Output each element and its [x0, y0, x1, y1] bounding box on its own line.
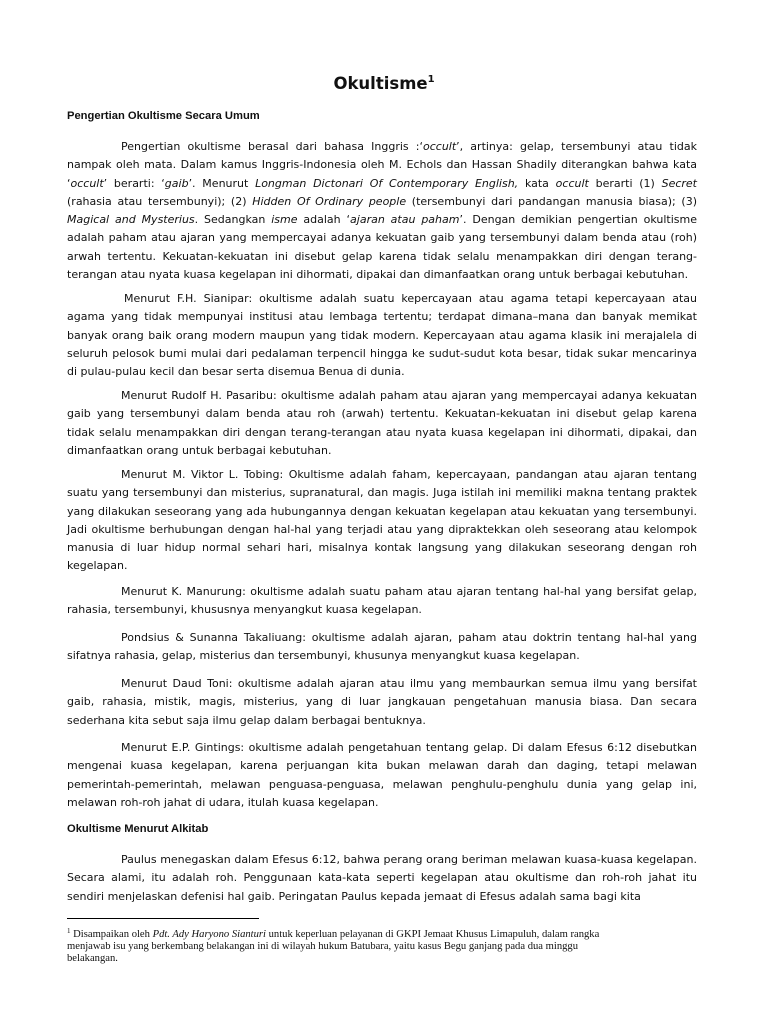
text-line: Menurut F.H. Sianipar: okultisme adalah suatu kepercayaan atau agama tetapi kepercayaan atau: [124, 292, 697, 305]
text-line: Menurut K. Manurung: okultisme adalah suatu paham atau ajaran tentang hal-hal yang bersifat gelap,: [121, 585, 697, 598]
text-line: mengenai kuasa kegelapan, karena perjuangan kita bukan melawan darah dan daging, tetapi melawan: [67, 759, 697, 773]
footnote-mark: 1: [67, 927, 71, 935]
text-line: sederhana kita sebut saja ilmu gelap dalam berbagai bentuknya.: [67, 713, 426, 727]
text-line: sifatnya rahasia, gelap, misterius dan tersembunyi, khusunya menyangkut kuasa kegelapan.: [67, 649, 580, 663]
text-line: Secara alami, itu adalah roh. Penggunaan kata-kata seperti kegelapan atau okultisme dan roh-roh jahat itu: [67, 871, 697, 885]
text-line: nampak oleh mata. Dalam kamus Inggris-Indonesia oleh M. Echols dan Hassan Shadily diterangkan bahwa kata: [67, 158, 697, 172]
paragraph-4: [67, 466, 697, 576]
section-heading-general: Pengertian Okultisme Secara Umum: [67, 110, 260, 122]
text-line: Menurut Rudolf H. Pasaribu: okultisme adalah paham atau ajaran yang mempercayai adanya kekuatan: [121, 389, 697, 402]
footnote-text: untuk keperluan pelayanan di GKPI Jemaat Khusus Limapuluh, dalam rangka: [265, 929, 600, 940]
footnote: [67, 925, 703, 966]
text-line: Pengertian okultisme berasal dari bahasa Inggris :‘occult’, artinya: gelap, tersembunyi atau tidak: [121, 140, 697, 153]
text-line: Menurut E.P. Gintings: okultisme adalah pengetahuan tentang gelap. Di dalam Efesus 6:12 disebutkan: [121, 741, 697, 754]
text-line: adalah paham atau ajaran yang mempercayai adanya kekuatan gaib yang tersembunyi dalam benda atau (roh): [67, 231, 697, 245]
text-line: yang dilakukan seseorang yang ada hubungannya dengan kekuatan kegelapan atau kekuatan yang tersembunyi.: [67, 504, 697, 518]
text-line: Jadi okultisme berhubungan dengan hal-hal yang terjadi atau yang dipraktekkan oleh seseorang atau kelompok: [67, 522, 697, 536]
text-line: rahasia, tersembunyi, khususnya menyangkut kuasa kegelapan.: [67, 603, 422, 617]
text-line: melawan roh-roh jahat di udara, itulah kuasa kegelapan.: [67, 795, 379, 809]
section-heading-bible: Okultisme Menurut Alkitab: [67, 823, 209, 835]
paragraph-2: [67, 290, 697, 381]
text-line: arwah tertentu. Kekuatan-kekuatan ini disebut gelap karena tidak selalu menampakkan diri dengan terang-: [67, 249, 697, 263]
text-line: gaib, rahasia, mistik, magis, misterius, yang di luar jangkauan pengetahuan manusia biasa. Dan secara: [67, 695, 697, 709]
paragraph-5: [67, 583, 697, 620]
text-line: suatu yang tersembunyi dan misterius, supranatural, dan magis. Juga istilah ini memiliki makna tentang praktek: [67, 486, 697, 500]
paragraph-6: [67, 629, 697, 666]
text-line: Menurut M. Viktor L. Tobing: Okultisme adalah faham, kepercayaan, pandangan atau ajaran tentang: [121, 468, 697, 481]
footnote-line-3: belakangan.: [67, 953, 118, 965]
paragraph-7: [67, 675, 697, 730]
paragraph-9: [67, 851, 697, 906]
text-line: Paulus menegaskan dalam Efesus 6:12, bahwa perang orang beriman melawan kuasa-kuasa kegelapan.: [121, 853, 697, 866]
paragraph-8: [67, 739, 697, 812]
footnote-divider: [67, 918, 259, 919]
text-line: manusia di luar hidup normal sehari hari, misalnya kontak langsung yang dilakukan seseorang dengan roh: [67, 541, 697, 555]
text-line: kegelapan.: [67, 559, 128, 573]
paragraph-1: [67, 138, 697, 284]
text-line: Pondsius & Sunanna Takaliuang: okultisme adalah ajaran, paham atau doktrin tentang hal-hal yang: [121, 631, 697, 644]
footnote-line-2: menjawab isu yang berkembang belakangan ini di wilayah hukum Batubara, yaitu kasus Begu ganjang pada dua minggu: [67, 941, 579, 953]
text-line: terangan atau nyata kuasa kegelapan ini dihormati, dipakai dan dimanfaatkan orang untuk berbagai kebutuhan.: [67, 268, 689, 282]
text-line: pemerintah-pemerintah, melawan penguasa-penguasa, melawan penghulu-penghulu dunia yang gelap ini,: [67, 777, 697, 791]
text-line: agama yang tidak mempunyai institusi atau lembaga tertentu; terdapat dimana–mana dan banyak memikat: [67, 310, 697, 324]
paragraph-3: [67, 387, 697, 460]
footnote-text: Disampaikan oleh: [70, 929, 153, 940]
text-line: di pulau-pulau kecil dan besar serta disemua Benua di dunia.: [67, 365, 405, 379]
text-line: gaib yang tersembunyi dalam benda atau roh (arwah) tertentu. Kekuatan-kekuatan ini disebut gelap karena: [67, 407, 697, 421]
text-line: Menurut Daud Toni: okultisme adalah ajaran atau ilmu yang membaurkan semua ilmu yang bersifat: [121, 677, 697, 690]
text-line: sendiri menjelaskan defenisi hal gaib. Peringatan Paulus kepada jemaat di Efesus adalah sama bagi kita: [67, 889, 641, 903]
title-text: Okultisme: [333, 74, 428, 93]
text-line: banyak orang baik orang modern maupun yang tidak modern. Kepercayaan atau agama klasik ini merajalela di: [67, 328, 697, 342]
text-line: ‘occult’ berarti: ‘gaib’. Menurut Longman Dictonari Of Contemporary English, kata occult berarti (1) Secret: [67, 176, 697, 190]
text-line: (rahasia atau tersembunyi); (2) Hidden Of Ordinary people (tersembunyi dari pandangan manusia biasa); (3): [67, 194, 697, 208]
title-footnote-mark: 1: [427, 74, 435, 85]
footnote-line-1: [67, 925, 703, 941]
text-line: tidak selalu menampakkan diri dengan terang-terangan atau nyata kuasa kegelapan ini dihormati, dipakai, dan: [67, 425, 697, 439]
footnote-author: Pdt. Ady Haryono Sianturi: [152, 929, 266, 940]
page-title: [0, 74, 768, 93]
text-line: dimanfaatkan orang untuk berbagai kebutuhan.: [67, 443, 332, 457]
text-line: seluruh pelosok bumi mulai dari pedalaman terpencil hingga ke sudut-sudut kota besar, tidak sukar mencarinya: [67, 346, 697, 360]
text-line: Magical and Mysterius. Sedangkan isme adalah ‘ajaran atau paham’. Dengan demikian pengertian okultisme: [67, 213, 698, 227]
